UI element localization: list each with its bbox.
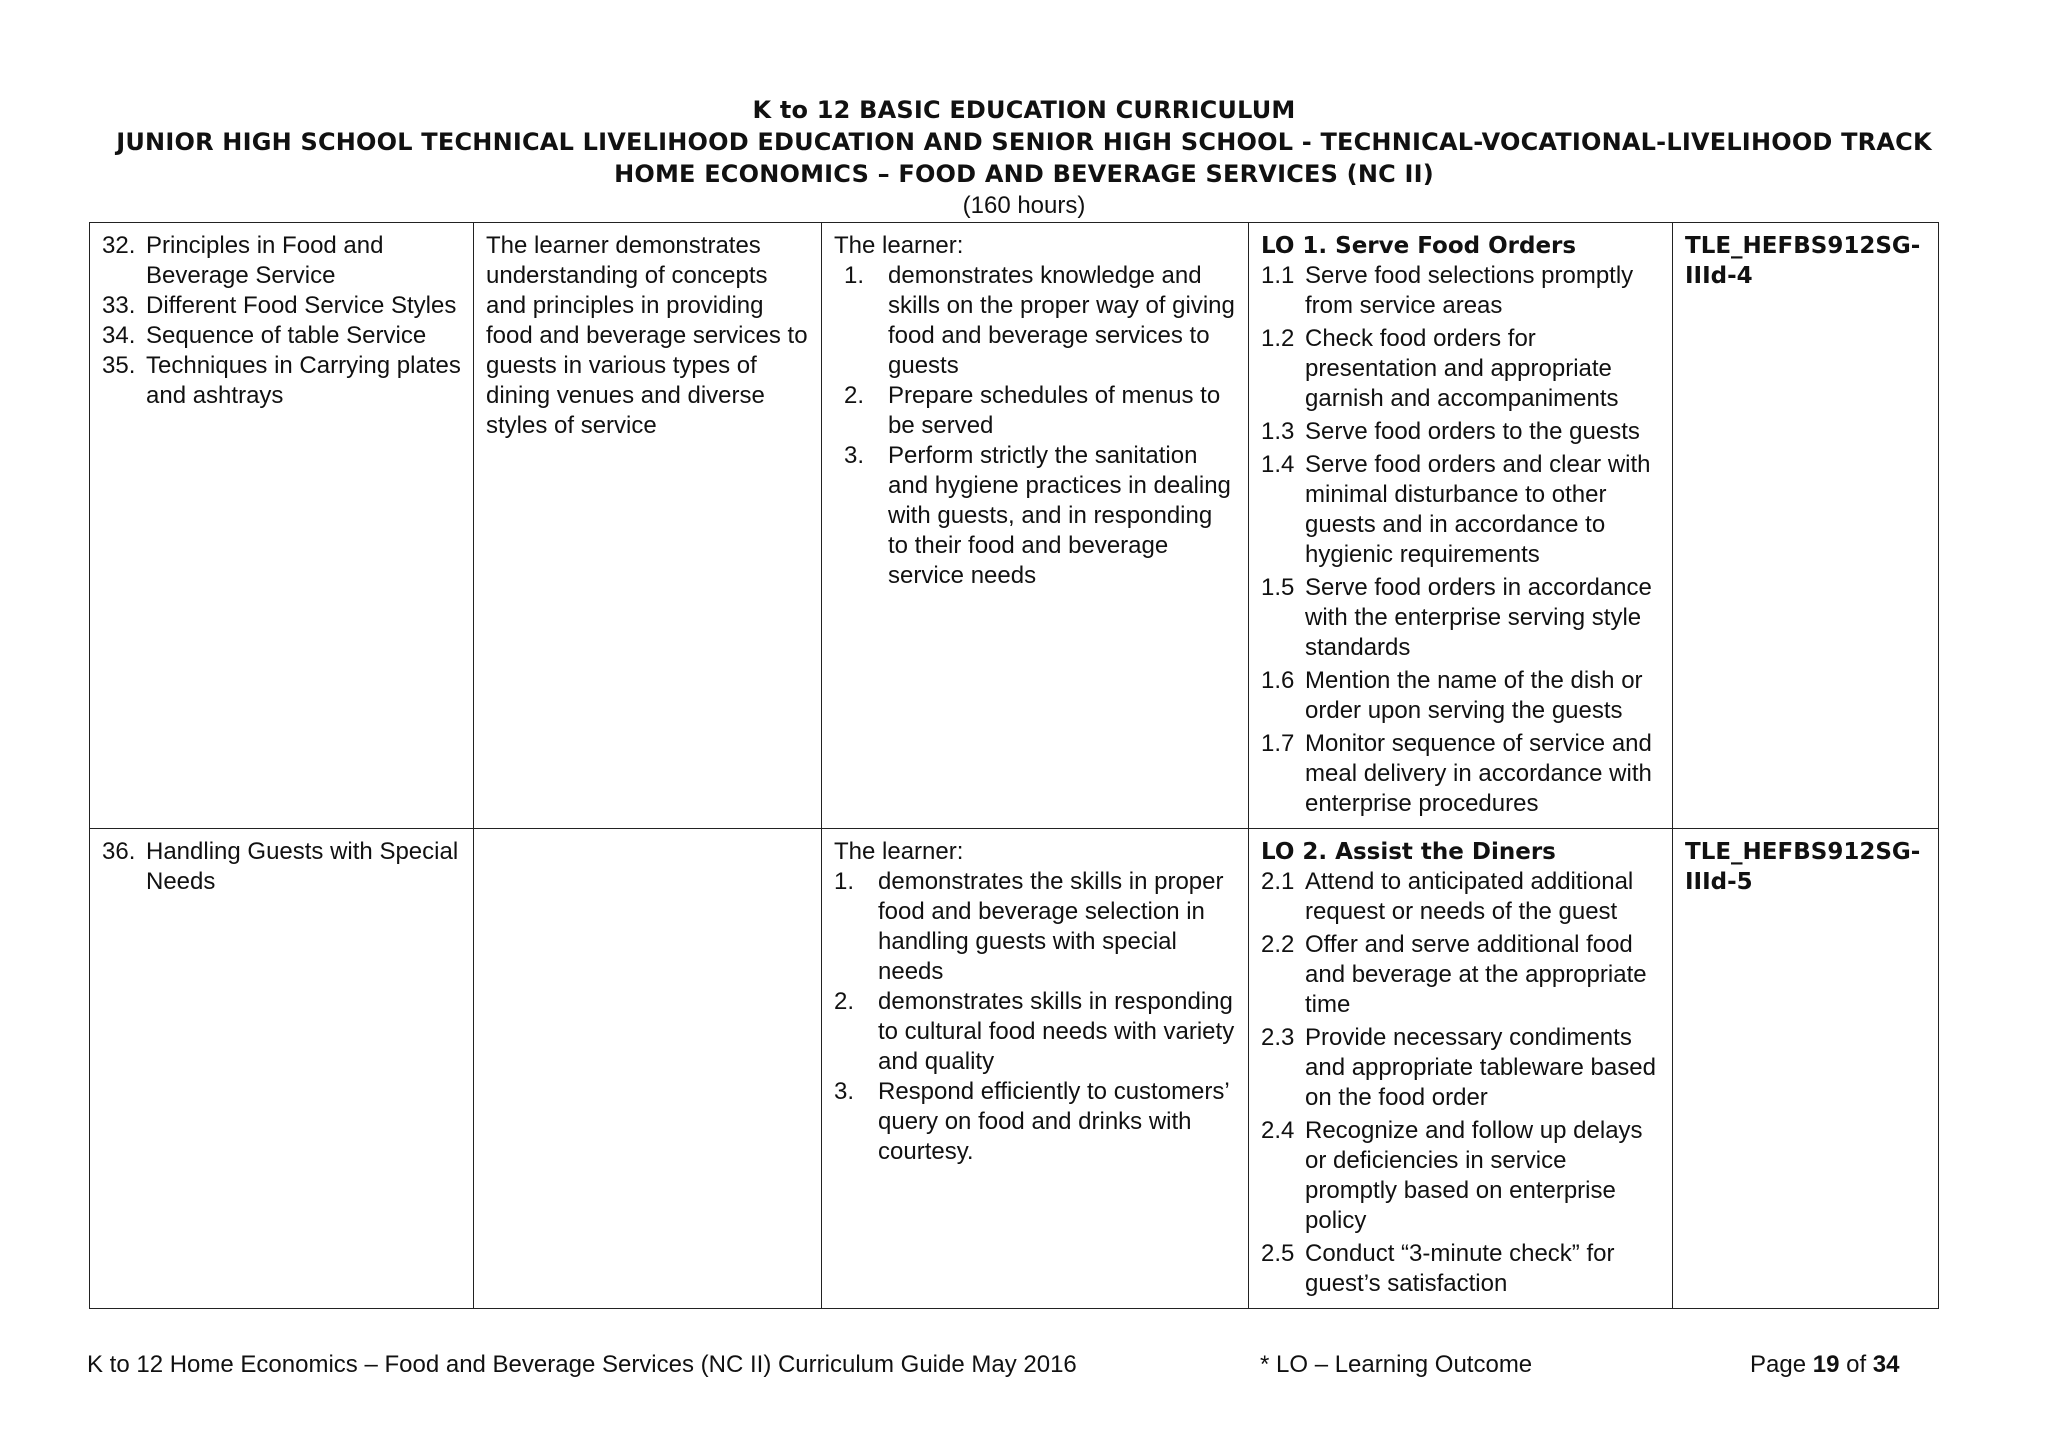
list-item: 3. Respond efficiently to customers’ query on food and drinks with courtesy. <box>834 1078 1229 1165</box>
list-item: 1.4 Serve food orders and clear with minimal disturbance to other guests and in accordance to hygienic requirements <box>1261 451 1651 568</box>
footer-page-number <box>1750 1351 1900 1379</box>
list-item: 2.5 Conduct “3-minute check” for guest’s satisfaction <box>1261 1240 1615 1297</box>
lo-item-list <box>1261 867 1662 1299</box>
list-item: 2.2 Offer and serve additional food and beverage at the appropriate time <box>1261 931 1647 1018</box>
header-title: K to 12 BASIC EDUCATION CURRICULUM <box>752 96 1296 124</box>
list-item: 2. Prepare schedules of menus to be served <box>844 382 1221 439</box>
learning-competency-cell <box>1249 829 1673 1309</box>
performance-intro: The learner: <box>834 232 964 259</box>
list-item: 1.6 Mention the name of the dish or order upon serving the guests <box>1261 667 1643 724</box>
competency-code: TLE_HEFBS912SG-IIId-4 <box>1685 233 1921 289</box>
header-hours: (160 hours) <box>962 192 1086 219</box>
list-item: 33. Different Food Service Styles <box>102 292 457 319</box>
list-item: 1.3 Serve food orders to the guests <box>1261 418 1640 445</box>
lo-title: LO 1. Serve Food Orders <box>1261 233 1577 259</box>
list-item: 1.1 Serve food selections promptly from service areas <box>1261 262 1634 319</box>
list-item: 32. Principles in Food and Beverage Service <box>102 232 384 289</box>
lo-title: LO 2. Assist the Diners <box>1261 839 1556 865</box>
list-item: 1.2 Check food orders for presentation and appropriate garnish and accompaniments <box>1261 325 1619 412</box>
content-standard-cell <box>474 829 822 1309</box>
performance-list <box>834 261 1238 591</box>
page-total: 34 <box>1872 1351 1900 1378</box>
content-cell <box>90 223 474 829</box>
content-standard-cell <box>474 223 822 829</box>
code-cell <box>1673 223 1939 829</box>
list-item: 1.5 Serve food orders in accordance with the enterprise serving style standards <box>1261 574 1652 661</box>
list-item: 1. demonstrates the skills in proper food and beverage selection in handling guests with special needs <box>834 868 1224 985</box>
page-of: of <box>1846 1351 1867 1378</box>
footer-lo-note: * LO – Learning Outcome <box>1260 1351 1533 1378</box>
header-course: HOME ECONOMICS – FOOD AND BEVERAGE SERVICES (NC II) <box>614 160 1434 188</box>
list-item: 1. demonstrates knowledge and skills on the proper way of giving food and beverage services to guests <box>844 262 1235 379</box>
content-cell <box>90 829 474 1309</box>
code-cell <box>1673 829 1939 1309</box>
competency-code: TLE_HEFBS912SG-IIId-5 <box>1685 839 1921 895</box>
footer-guide-title: K to 12 Home Economics – Food and Beverage Services (NC II) Curriculum Guide May 2016 <box>87 1351 1077 1378</box>
curriculum-table <box>89 222 1939 1309</box>
list-item: 3. Perform strictly the sanitation and hygiene practices in dealing with guests, and in responding to their food and beverage service needs <box>844 442 1231 589</box>
document-header <box>0 94 2048 222</box>
learning-competency-cell <box>1249 223 1673 829</box>
lo-item-list <box>1261 261 1662 819</box>
page-current: 19 <box>1812 1351 1840 1378</box>
content-list <box>102 231 463 411</box>
list-item: 35. Techniques in Carrying plates and ashtrays <box>102 352 461 409</box>
list-item: 2.3 Provide necessary condiments and appropriate tableware based on the food order <box>1261 1024 1656 1111</box>
list-item: 2.4 Recognize and follow up delays or deficiencies in service promptly based on enterprise policy <box>1261 1117 1643 1234</box>
header-subtitle: JUNIOR HIGH SCHOOL TECHNICAL LIVELIHOOD EDUCATION AND SENIOR HIGH SCHOOL - TECHNICAL-VOCATIONAL-LIVELIHOOD TRACK <box>116 128 1932 156</box>
performance-standard-cell <box>822 223 1249 829</box>
content-standard-text: The learner demonstrates understanding of concepts and principles in providing food and beverage services to guests in various types of dining venues and diverse styles of service <box>486 232 808 439</box>
page-prefix: Page <box>1750 1351 1807 1378</box>
table-row <box>90 829 1939 1309</box>
content-list <box>102 837 463 897</box>
performance-standard-cell <box>822 829 1249 1309</box>
performance-list <box>834 867 1238 1167</box>
table-row <box>90 223 1939 829</box>
list-item: 1.7 Monitor sequence of service and meal delivery in accordance with enterprise procedures <box>1261 730 1652 817</box>
list-item: 36. Handling Guests with Special Needs <box>102 838 459 895</box>
performance-intro: The learner: <box>834 838 964 865</box>
list-item: 2. demonstrates skills in responding to cultural food needs with variety and quality <box>834 988 1235 1075</box>
list-item: 2.1 Attend to anticipated additional request or needs of the guest <box>1261 868 1634 925</box>
list-item: 34. Sequence of table Service <box>102 322 427 349</box>
